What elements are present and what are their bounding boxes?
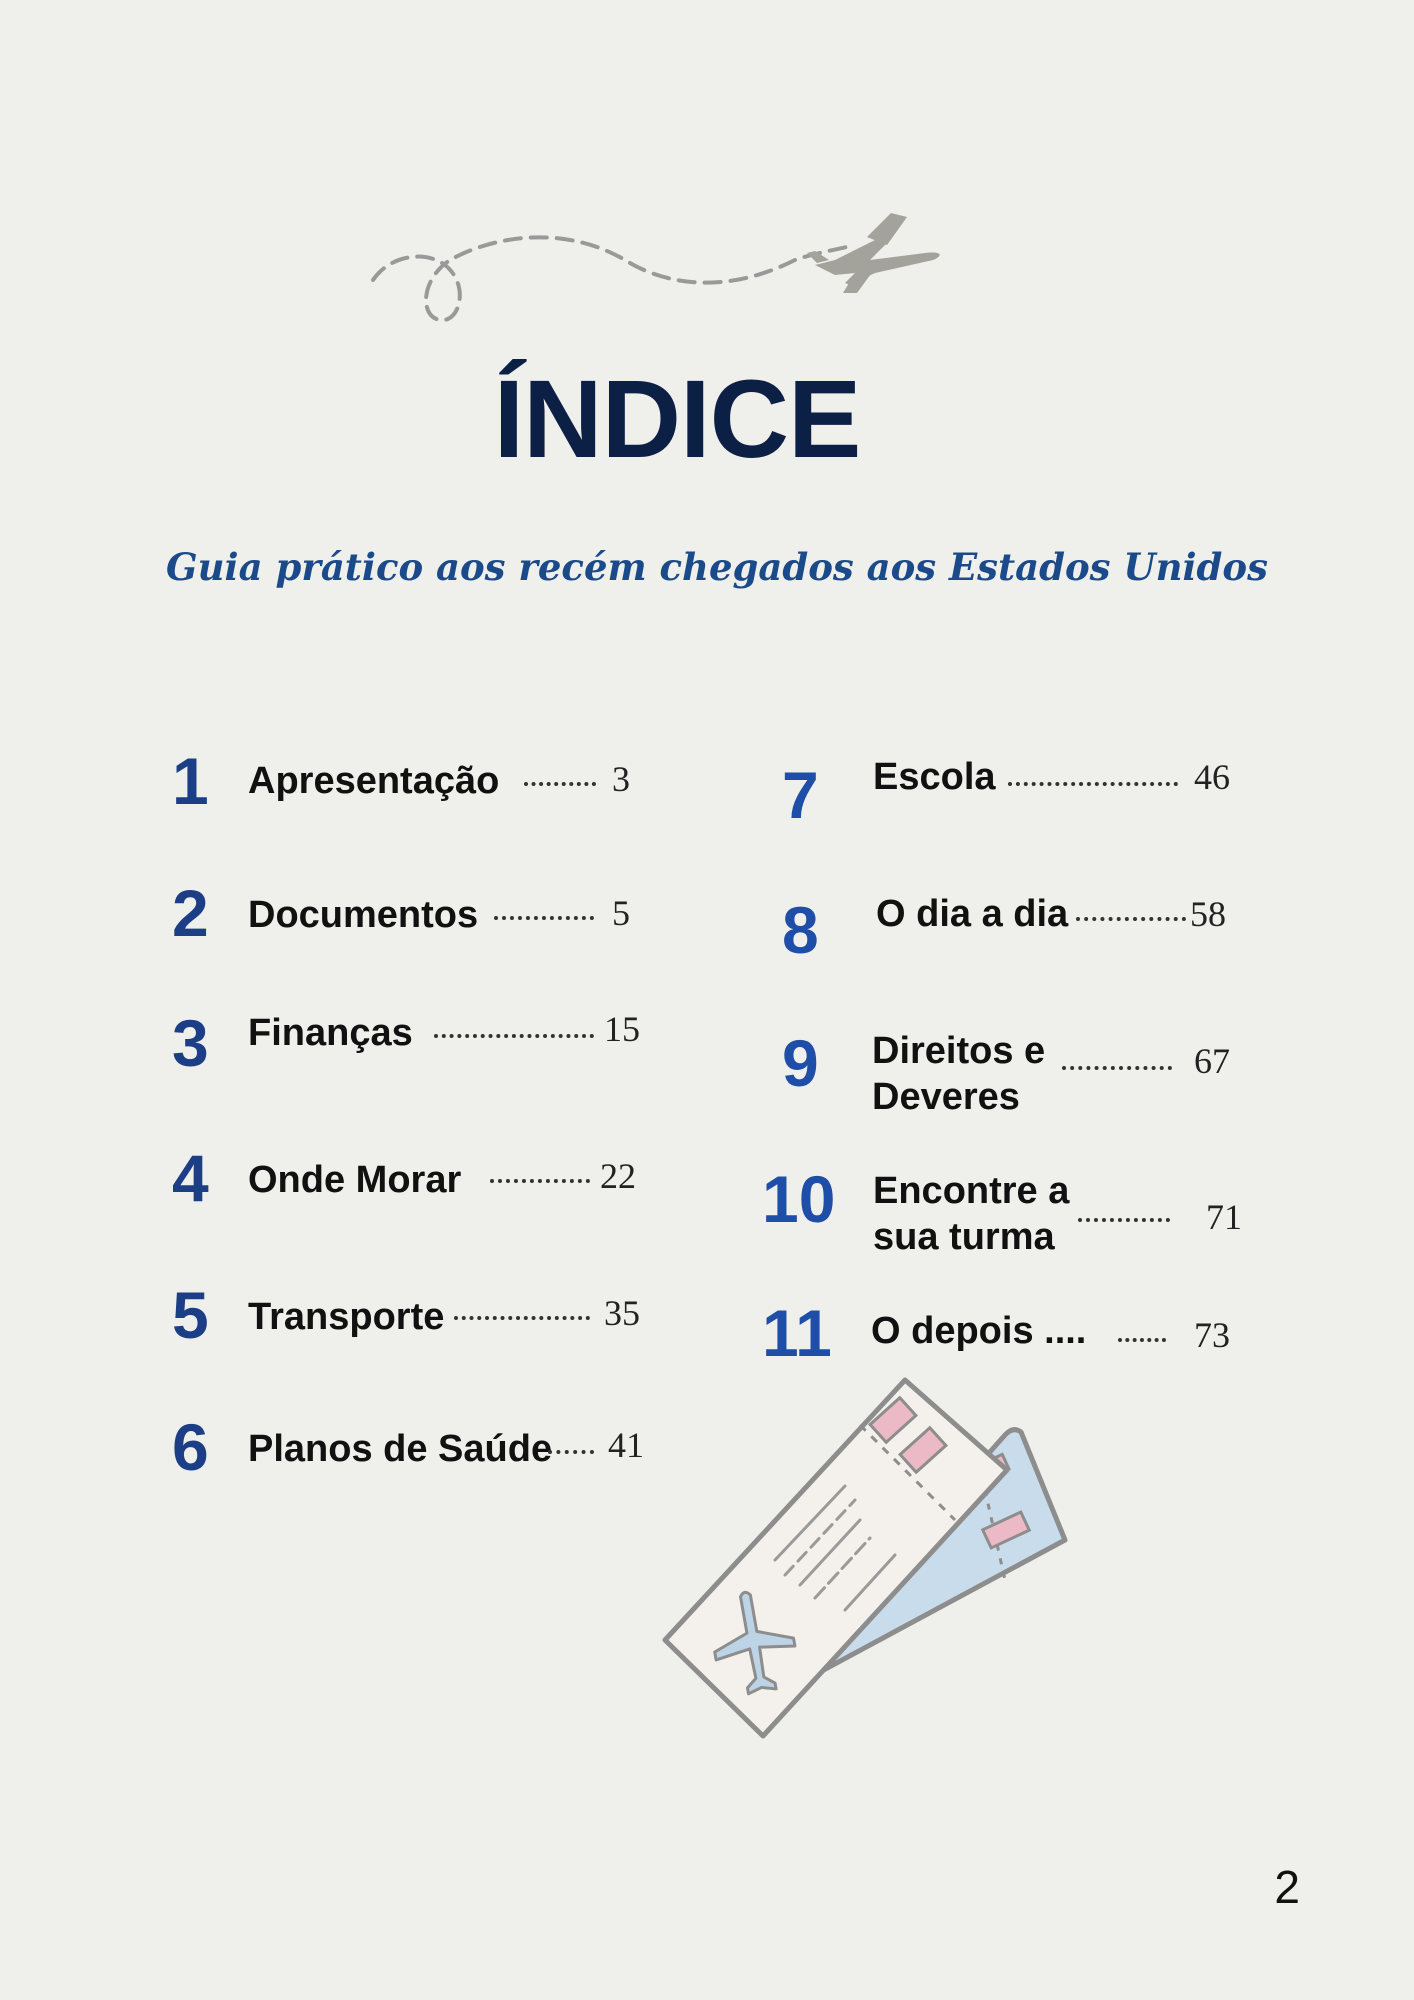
toc-label: Apresentação [248,760,500,802]
toc-page: 22 [600,1156,636,1196]
toc-number: 3 [172,1006,209,1080]
toc-entry-1[interactable] [172,744,652,868]
toc-number: 11 [762,1296,832,1370]
toc-label: O depois .... [871,1310,1087,1352]
toc-entry-6[interactable] [172,1410,652,1534]
toc-page: 15 [604,1009,640,1049]
airplane-trail-icon [365,205,945,335]
toc-entry-5[interactable] [172,1278,652,1402]
toc-leader [454,1316,590,1320]
toc-leader [434,1034,594,1038]
page-subtitle: Guia prático aos recém chegados aos Estados Unidos [166,545,1268,589]
toc-page: 73 [1194,1315,1230,1355]
toc-page: 35 [604,1293,640,1333]
toc-entry-4[interactable] [172,1141,652,1265]
page-title: ÍNDICE [493,358,861,481]
toc-entry-7[interactable] [778,756,1258,882]
toc-label: Planos de Saúde [248,1428,553,1470]
toc-label: Encontre a sua turma [873,1170,1070,1258]
toc-number: 10 [762,1162,836,1236]
toc-label: Finanças [248,1012,413,1054]
toc-label: Direitos e Deveres [872,1030,1046,1118]
toc-leader [494,916,594,920]
toc-entry-3[interactable] [172,1006,652,1130]
toc-number: 7 [782,758,819,832]
toc-label: Onde Morar [248,1159,462,1201]
toc-leader [1118,1338,1166,1342]
toc-leader [1062,1066,1172,1070]
toc-number: 2 [172,876,209,950]
toc-number: 4 [172,1141,209,1215]
toc-number: 9 [782,1026,819,1100]
toc-leader [524,782,596,786]
toc-label: Transporte [248,1296,445,1338]
toc-number: 8 [782,893,819,967]
toc-leader [490,1179,590,1183]
plane-tickets-icon [655,1370,1075,1750]
toc-page: 41 [608,1425,644,1465]
page-number: 2 [1274,1861,1300,1913]
toc-label: Escola [873,756,996,798]
toc-label: O dia a dia [876,893,1069,935]
toc-entry-10[interactable] [762,1162,1262,1286]
toc-page: 46 [1194,757,1230,797]
toc-label: Documentos [248,894,479,936]
toc-number: 1 [172,744,209,818]
toc-page: 3 [612,759,630,799]
toc-page: 71 [1206,1197,1242,1237]
toc-page: 67 [1194,1041,1230,1081]
toc-number: 5 [172,1278,209,1352]
toc-entry-9[interactable] [778,1026,1258,1150]
toc-page: 5 [612,893,630,933]
toc-leader [1078,1218,1170,1222]
toc-number: 6 [172,1410,209,1484]
toc-entry-2[interactable] [172,876,652,1000]
toc-leader [1008,782,1178,786]
toc-leader [1076,917,1186,921]
toc-entry-8[interactable] [778,893,1258,1017]
toc-page: 58 [1190,894,1226,934]
toc-leader [548,1450,594,1454]
